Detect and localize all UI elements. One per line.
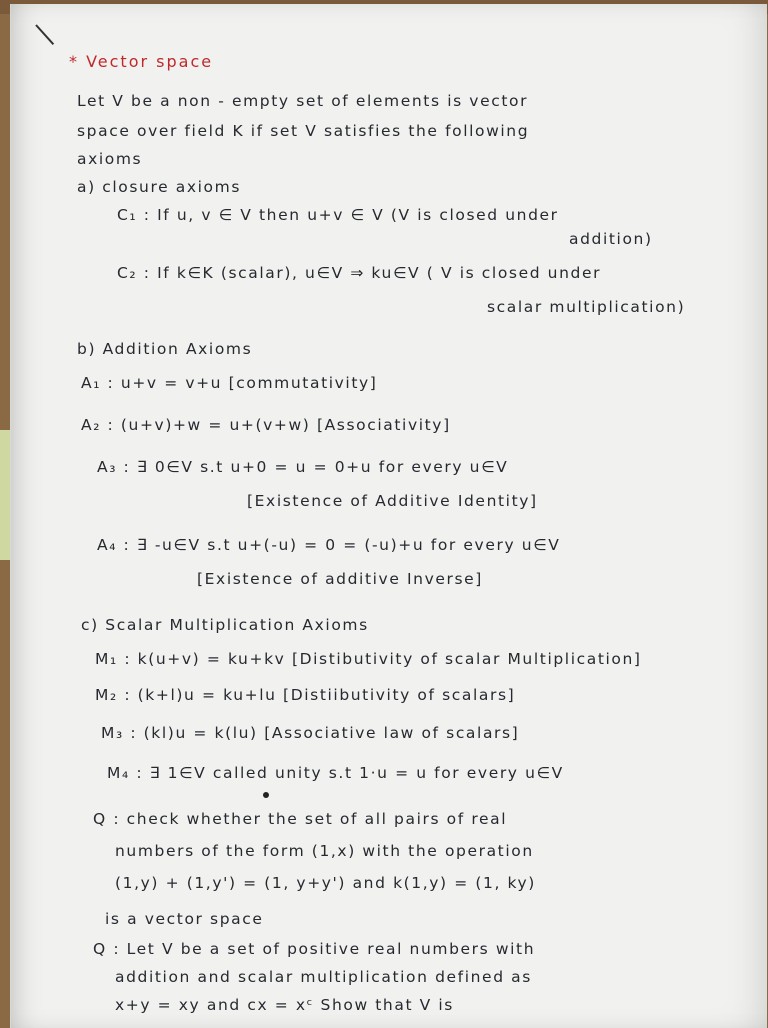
pen-stroke [35,24,54,45]
addition-heading: b) Addition Axioms [77,340,253,358]
definition-line-2: space over field K if set V satisfies the following [77,122,530,140]
scalar-axiom-m2: M₂ : (k+l)u = ku+lu [Distiibutivity of scalars] [95,686,516,704]
closure-axiom-c2-cont: scalar multiplication) [487,298,686,316]
definition-line-3: axioms [77,150,143,168]
closure-axiom-c1-cont: addition) [569,230,653,248]
scalar-axiom-m3: M₃ : (kl)u = k(lu) [Associative law of scalars] [101,724,520,742]
question-1-line-2: numbers of the form (1,x) with the operation [115,842,534,860]
closure-heading: a) closure axioms [77,178,242,196]
handwritten-page [10,4,767,1028]
addition-axiom-a1: A₁ : u+v = v+u [commutativity] [81,374,378,392]
addition-axiom-a4-cont: [Existence of additive Inverse] [197,570,483,588]
closure-axiom-c2: C₂ : If k∈K (scalar), u∈V ⇒ ku∈V ( V is closed under [117,264,602,282]
question-2-line-3: x+y = xy and cx = xᶜ Show that V is [115,996,454,1014]
closure-axiom-c1: C₁ : If u, v ∈ V then u+v ∈ V (V is closed under [117,206,559,224]
question-1-line-4: is a vector space [105,910,264,928]
definition-line-1: Let V be a non - empty set of elements is vector [77,92,529,110]
scalar-axiom-m1: M₁ : k(u+v) = ku+kv [Distibutivity of scalar Multiplication] [95,650,642,668]
addition-axiom-a4: A₄ : ∃ -u∈V s.t u+(-u) = 0 = (-u)+u for every u∈V [97,536,561,554]
ink-dot [263,792,269,798]
addition-axiom-a3: A₃ : ∃ 0∈V s.t u+0 = u = 0+u for every u∈V [97,458,509,476]
addition-axiom-a2: A₂ : (u+v)+w = u+(v+w) [Associativity] [81,416,451,434]
question-2-line-1: Q : Let V be a set of positive real numbers with [93,940,536,958]
scalar-axiom-m4: M₄ : ∃ 1∈V called unity s.t 1·u = u for every u∈V [107,764,564,782]
question-1-line-1: Q : check whether the set of all pairs of real [93,810,508,828]
addition-axiom-a3-cont: [Existence of Additive Identity] [247,492,538,510]
question-2-line-2: addition and scalar multiplication defined as [115,968,532,986]
scalar-heading: c) Scalar Multiplication Axioms [81,616,369,634]
page-title: * Vector space [69,52,214,71]
question-1-line-3: (1,y) + (1,y') = (1, y+y') and k(1,y) = (1, ky) [115,874,536,892]
